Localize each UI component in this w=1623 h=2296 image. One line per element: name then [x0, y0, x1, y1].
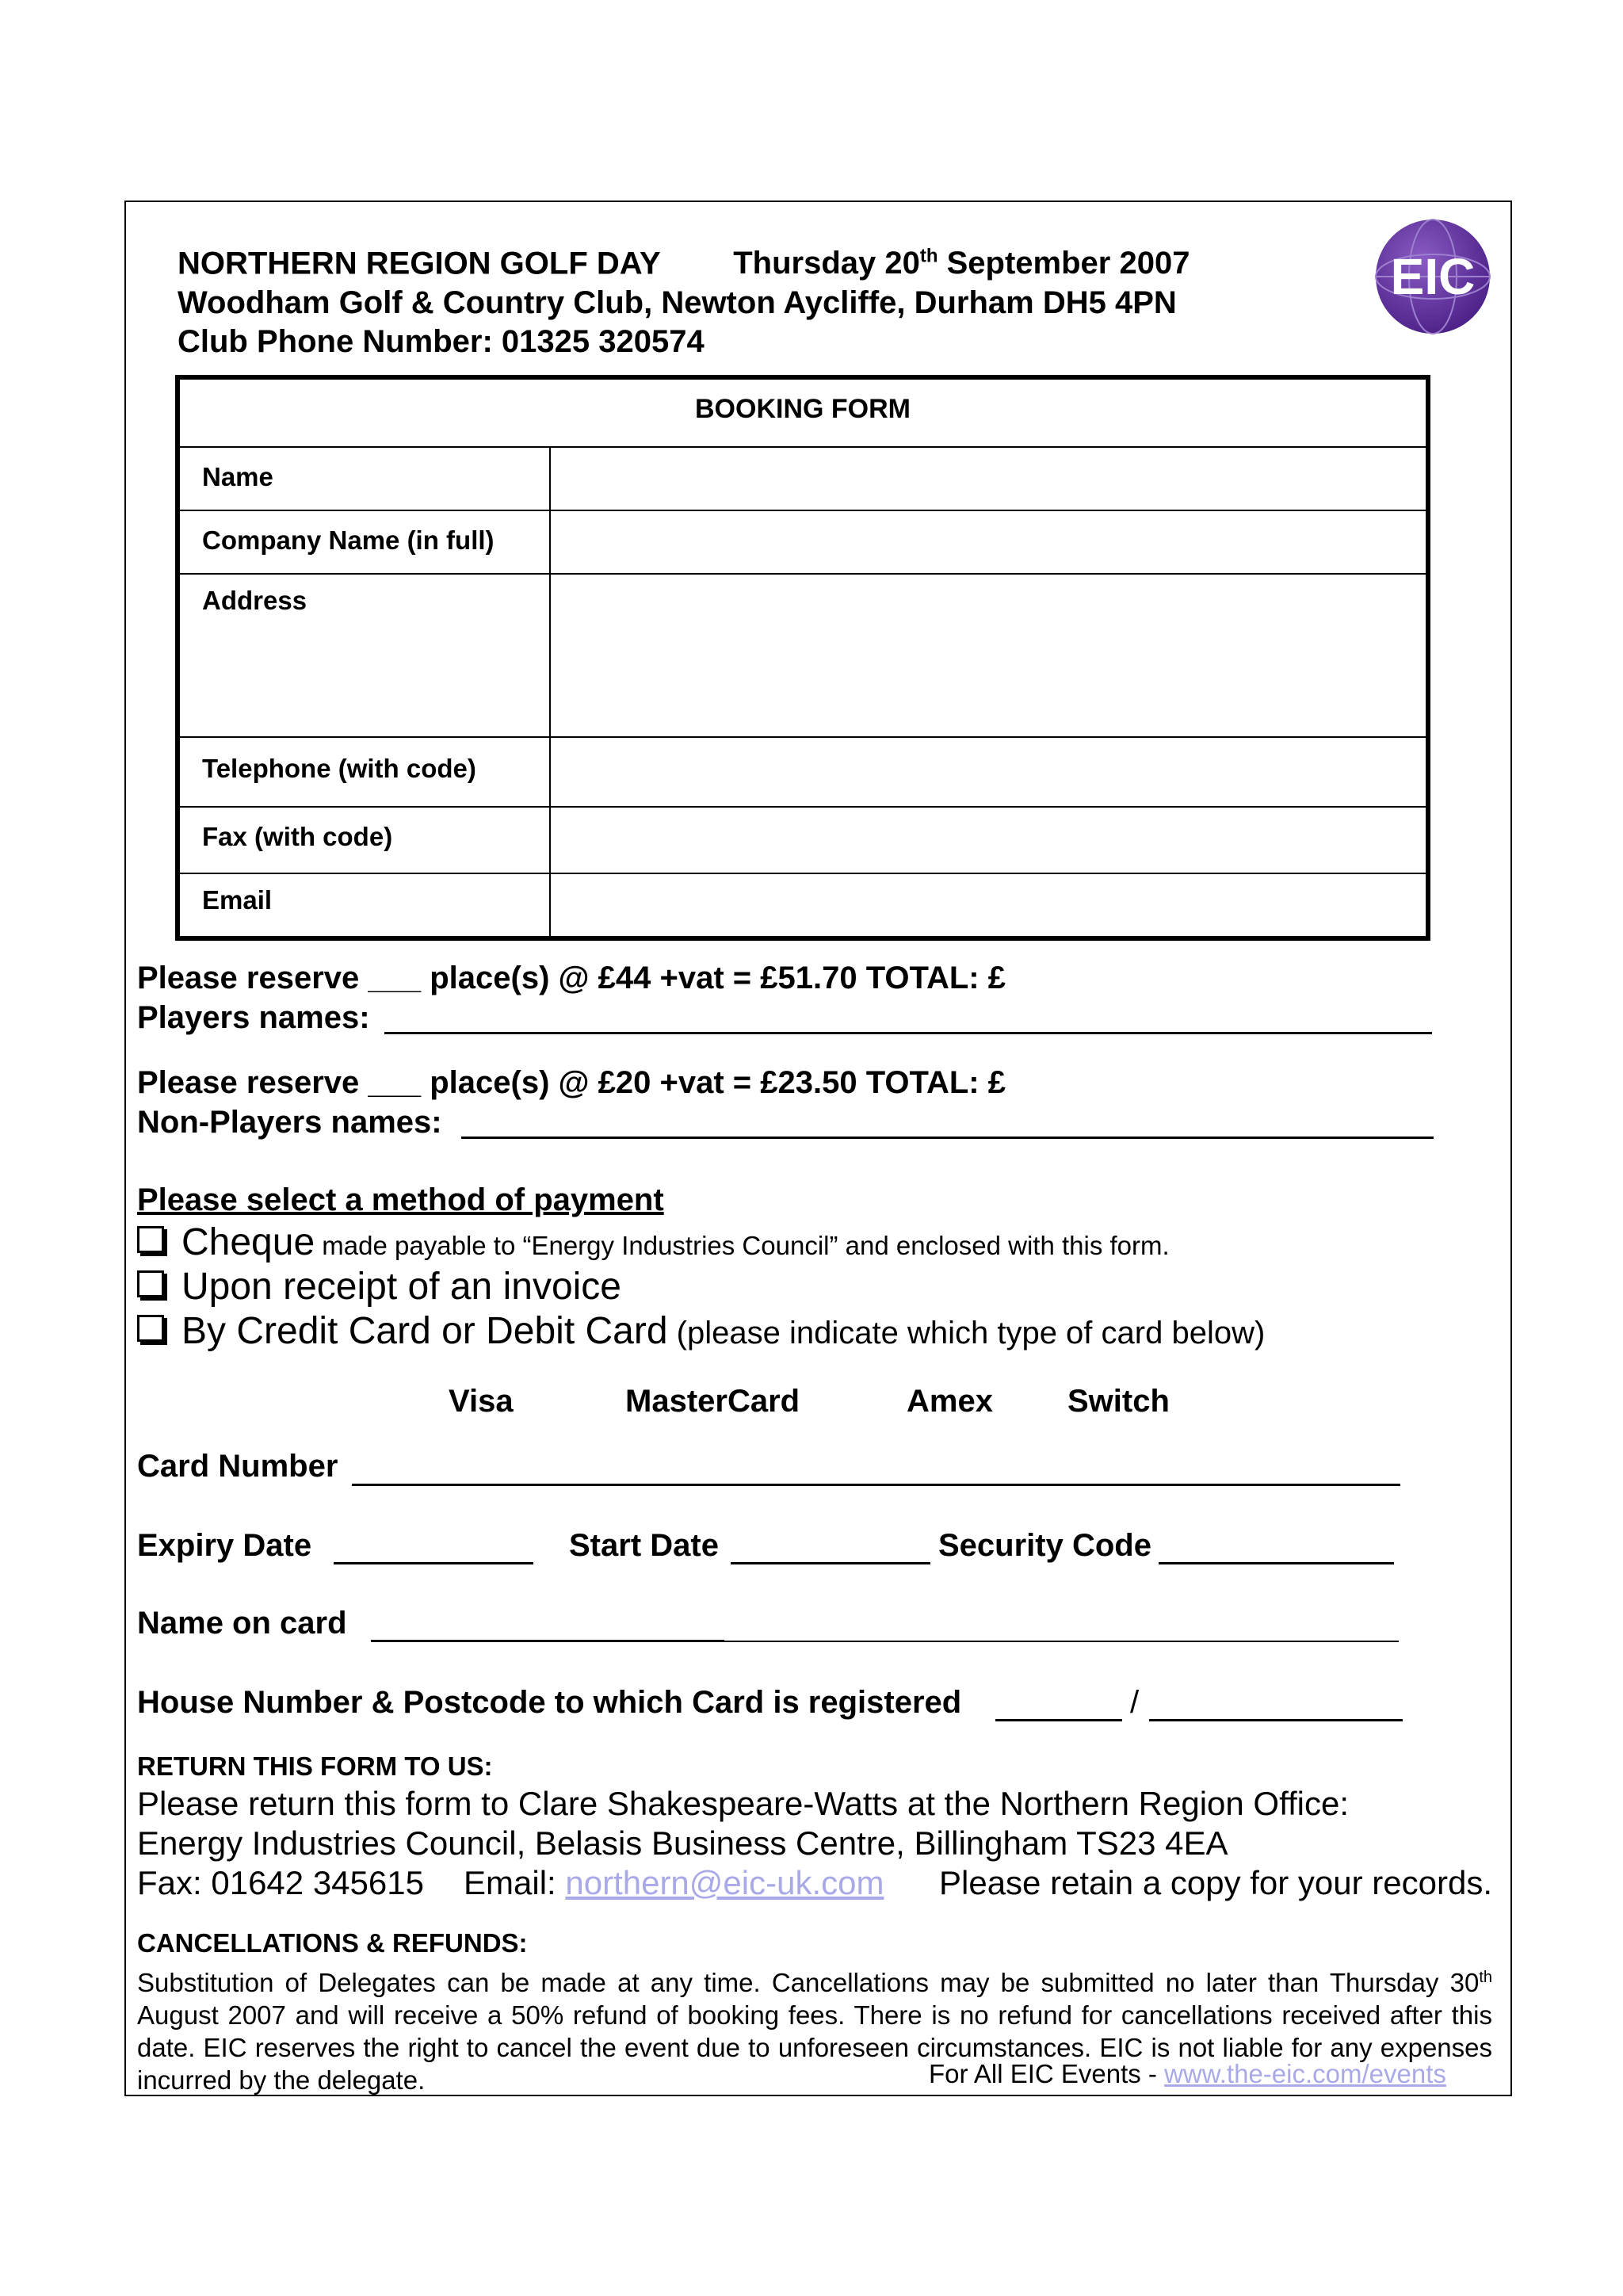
- cheque-note: made payable to “Energy Industries Council” and enclosed with this form.: [315, 1231, 1170, 1260]
- players-names-field[interactable]: [384, 1032, 1432, 1034]
- eic-logo: [1374, 218, 1491, 335]
- email-row: [180, 873, 1426, 938]
- players-names-label: Players names:: [137, 1000, 370, 1035]
- card-type-mastercard[interactable]: MasterCard: [625, 1384, 800, 1419]
- security-label: Security Code: [938, 1528, 1151, 1563]
- address-label: Address: [202, 586, 307, 615]
- address-field[interactable]: [549, 575, 1426, 738]
- cheque-label: Cheque: [181, 1221, 315, 1263]
- email-field[interactable]: [549, 874, 1426, 938]
- company-field[interactable]: [549, 511, 1426, 575]
- expiry-field[interactable]: [334, 1562, 533, 1564]
- house-number-field[interactable]: [995, 1719, 1122, 1721]
- club-phone: Club Phone Number: 01325 320574: [178, 324, 705, 359]
- card-checkbox[interactable]: [137, 1315, 164, 1342]
- return-line1: Please return this form to Clare Shakespeare-Watts at the Northern Region Office:: [137, 1785, 1350, 1822]
- name-on-card-field[interactable]: [371, 1640, 724, 1642]
- nonplayers-reserve-line: Please reserve ___ place(s) @ £20 +vat = £23.50 TOTAL: £: [137, 1065, 1006, 1100]
- event-date: Thursday 20th September 2007: [733, 246, 1190, 281]
- card-type-amex[interactable]: Amex: [907, 1384, 993, 1419]
- start-label: Start Date: [569, 1528, 719, 1563]
- return-email-link[interactable]: northern@eic-uk.com: [565, 1864, 884, 1901]
- card-note: (please indicate which type of card below): [667, 1316, 1266, 1350]
- telephone-label: Telephone (with code): [202, 754, 476, 783]
- cheque-checkbox[interactable]: [137, 1226, 164, 1253]
- card-number-label: Card Number: [137, 1449, 338, 1484]
- players-reserve-line: Please reserve ___ place(s) @ £44 +vat = £51.70 TOTAL: £: [137, 961, 1006, 995]
- nonplayers-names-label: Non-Players names:: [137, 1105, 442, 1140]
- card-option[interactable]: [137, 1309, 1265, 1353]
- retain-copy-note: Please retain a copy for your records.: [939, 1864, 1493, 1901]
- house-postcode-slash: /: [1130, 1685, 1140, 1720]
- card-label: By Credit Card or Debit Card: [181, 1310, 668, 1352]
- company-row: [180, 510, 1426, 575]
- card-type-visa[interactable]: Visa: [449, 1384, 514, 1419]
- name-label: Name: [202, 462, 273, 491]
- security-field[interactable]: [1159, 1562, 1394, 1564]
- name-on-card-label: Name on card: [137, 1606, 347, 1641]
- card-type-switch[interactable]: Switch: [1067, 1384, 1170, 1419]
- event-title: NORTHERN REGION GOLF DAY: [178, 246, 660, 281]
- address-row: [180, 573, 1426, 738]
- company-label: Company Name (in full): [202, 525, 495, 555]
- name-on-card-field-ext: [724, 1641, 1399, 1642]
- logo-text: EIC: [1390, 248, 1476, 305]
- email-label: Email: [202, 885, 273, 915]
- start-field[interactable]: [731, 1562, 930, 1564]
- event-title-line: [178, 246, 1190, 281]
- expiry-label: Expiry Date: [137, 1528, 312, 1563]
- cancellations-text: Substitution of Delegates can be made at any time. Cancellations may be submitted no later than Thursday 30th August 2007 and will receive a 50% refund of booking fees. There is no refund for cancellations received after this date. EIC reserves the right to cancel the event due to unforeseen circumstances. EIC is not liable for any expenses incurred by the delegate.: [137, 1968, 1492, 2095]
- invoice-label: Upon receipt of an invoice: [181, 1266, 621, 1308]
- fax-row: [180, 806, 1426, 874]
- invoice-option[interactable]: [137, 1265, 621, 1308]
- payment-heading: Please select a method of payment: [137, 1182, 664, 1217]
- return-heading: RETURN THIS FORM TO US:: [137, 1752, 493, 1781]
- venue: Woodham Golf & Country Club, Newton Aycliffe, Durham DH5 4PN: [178, 285, 1177, 320]
- name-row: [180, 446, 1426, 511]
- telephone-field[interactable]: [549, 738, 1426, 808]
- card-number-field[interactable]: [352, 1484, 1400, 1486]
- return-line2: Energy Industries Council, Belasis Business Centre, Billingham TS23 4EA: [137, 1824, 1228, 1862]
- cancellations-heading: CANCELLATIONS & REFUNDS:: [137, 1928, 528, 1958]
- return-fax: Fax: 01642 345615: [137, 1864, 424, 1901]
- nonplayers-names-field[interactable]: [461, 1137, 1434, 1139]
- fax-label: Fax (with code): [202, 822, 393, 851]
- postcode-field[interactable]: [1149, 1719, 1403, 1721]
- booking-form-title: BOOKING FORM: [695, 394, 911, 424]
- footer-label: For All EIC Events -: [929, 2059, 1165, 2088]
- fax-field[interactable]: [549, 808, 1426, 874]
- return-email-label: Email:: [464, 1864, 566, 1901]
- house-postcode-label: House Number & Postcode to which Card is registered: [137, 1685, 962, 1720]
- telephone-row: [180, 736, 1426, 808]
- name-field[interactable]: [549, 448, 1426, 511]
- footer-events: [929, 2059, 1446, 2089]
- cheque-option[interactable]: [137, 1221, 1170, 1264]
- invoice-checkbox[interactable]: [137, 1270, 164, 1297]
- booking-form-table: [175, 375, 1430, 941]
- return-email-line: [464, 1864, 884, 1902]
- footer-link[interactable]: www.the-eic.com/events: [1164, 2059, 1446, 2088]
